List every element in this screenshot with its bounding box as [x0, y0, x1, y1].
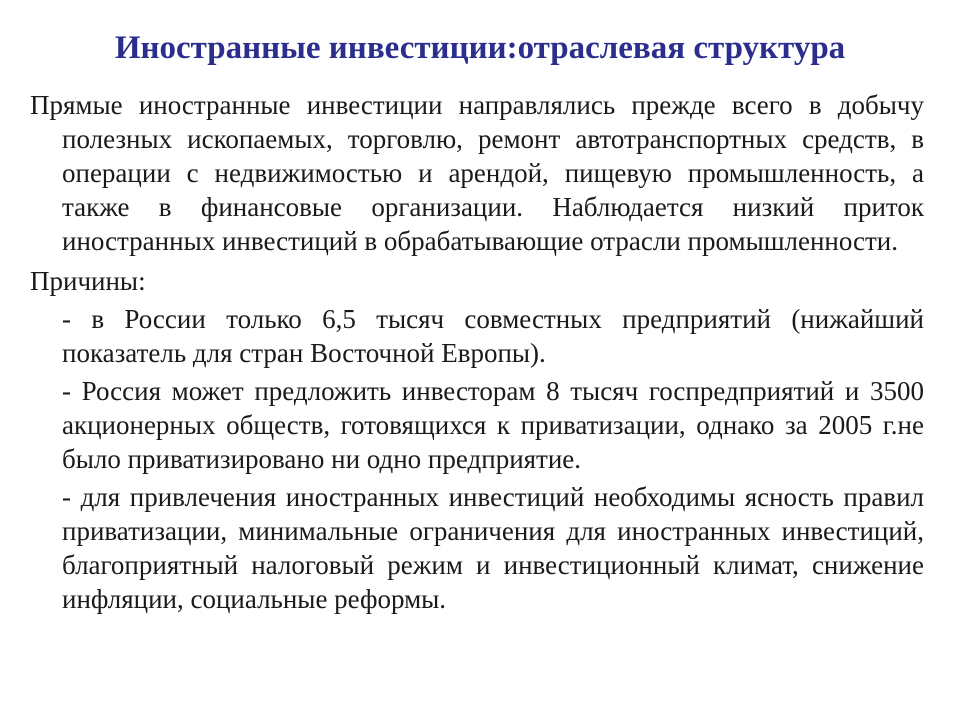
intro-paragraph: Прямые иностранные инвестиции направлялись прежде всего в добычу полезных ископаемых, торговлю, ремонт автотранспортных средств, в операции с недвижимостью и арендой, пищевую промышленность, а также в финансовые организации. Наблюдается низкий приток иностранных инвестиций в обрабатывающие отрасли промышленности. — [30, 90, 924, 256]
slide-title: Иностранные инвестиции:отраслевая структура — [114, 30, 846, 66]
reasons-heading: Причины: — [30, 266, 146, 296]
reason-item-1: - в России только 6,5 тысяч совместных предприятий (нижайший показатель для стран Восточной Европы). — [62, 304, 924, 368]
reason-item-3: - для привлечения иностранных инвестиций необходимы ясность правил приватизации, минимальные ограничения для иностранных инвестиций, благоприятный налоговый режим и инвестиционный климат, снижение инфляции, социальные реформы. — [62, 482, 924, 614]
slide-content — [30, 88, 924, 616]
reason-item-2: - Россия может предложить инвесторам 8 тысяч госпредприятий и 3500 акционерных обществ, готовящихся к приватизации, однако за 2005 г.не было приватизировано ни одно предприятие. — [62, 376, 924, 474]
